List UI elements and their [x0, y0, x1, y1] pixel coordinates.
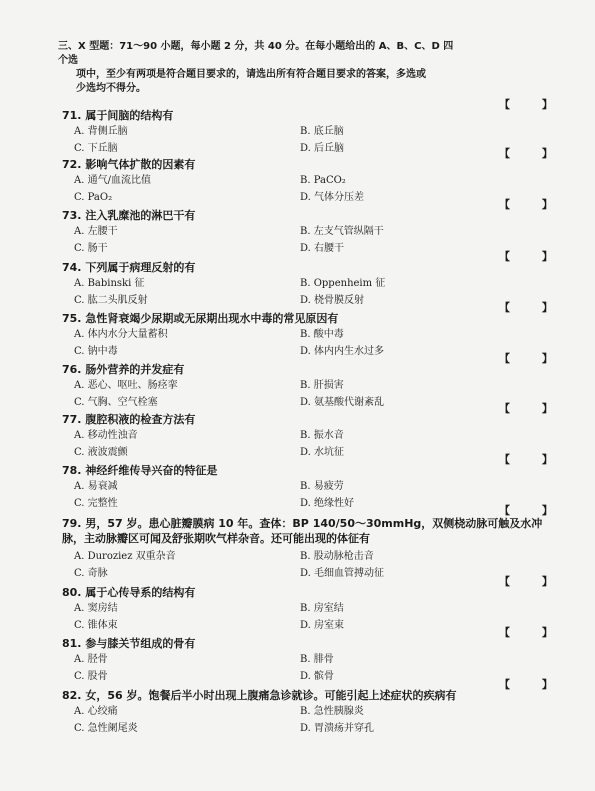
- option-b: B. 房室结: [300, 603, 344, 614]
- answer-bracket[interactable]: 【 】: [499, 504, 567, 517]
- option-a: A. 移动性浊音: [74, 430, 138, 441]
- answer-bracket[interactable]: 【 】: [499, 402, 567, 415]
- question-stem: 78. 神经纤维传导兴奋的特征是: [62, 464, 218, 477]
- question-stem: 71. 属于间脑的结构有: [62, 109, 174, 122]
- question-stem: 82. 女，56 岁。饱餐后半小时出现上腹痛急诊就诊。可能引起上述症状的疾病有: [62, 689, 457, 702]
- option-c: C. 肠干: [74, 243, 108, 254]
- option-b: B. 酸中毒: [300, 329, 344, 340]
- question-stem: 74. 下列属于病理反射的有: [62, 261, 196, 274]
- option-d: D. 胃溃疡并穿孔: [300, 723, 375, 734]
- option-c: C. 下丘脑: [74, 143, 118, 154]
- option-b: B. 股动脉枪击音: [300, 551, 374, 562]
- question-stem: 72. 影响气体扩散的因素有: [62, 158, 196, 171]
- option-a: A. 体内水分大量蓄积: [74, 329, 168, 340]
- option-c: C. 液波震颤: [74, 447, 128, 458]
- question-stem: 77. 腹腔积液的检查方法有: [62, 413, 196, 426]
- option-a: A. Babinski 征: [74, 278, 145, 289]
- option-b: B. 易疲劳: [300, 481, 344, 492]
- answer-bracket[interactable]: 【 】: [499, 352, 567, 365]
- answer-bracket[interactable]: 【 】: [499, 626, 567, 639]
- question-stem: 75. 急性肾衰竭少尿期或无尿期出现水中毒的常见原因有: [62, 312, 339, 325]
- option-b: B. 左支气管纵隔干: [300, 226, 384, 237]
- answer-bracket[interactable]: 【 】: [499, 98, 567, 111]
- question-stem: 73. 注入乳糜池的淋巴干有: [62, 209, 196, 222]
- answer-bracket[interactable]: 【 】: [499, 301, 567, 314]
- option-c: C. 奇脉: [74, 568, 108, 579]
- option-b: B. 振水音: [300, 430, 344, 441]
- option-d: D. 气体分压差: [300, 192, 365, 203]
- option-a: A. 左腰干: [74, 226, 118, 237]
- answer-bracket[interactable]: 【 】: [499, 250, 567, 263]
- section-header-line-2: 项中，至少有两项是符合题目要求的，请选出所有符合题目要求的答案，多选或: [76, 69, 426, 80]
- option-b: B. 急性胰腺炎: [300, 706, 364, 717]
- option-d: D. 房室束: [300, 620, 345, 631]
- option-b: B. 底丘脑: [300, 126, 344, 137]
- option-b: B. 腓骨: [300, 654, 334, 665]
- option-d: D. 水坑征: [300, 447, 345, 458]
- option-c: C. 股骨: [74, 671, 108, 682]
- option-c: C. 气胸、空气栓塞: [74, 397, 158, 408]
- option-c: C. 肱二头肌反射: [74, 295, 148, 306]
- question-stem: 76. 肠外营养的并发症有: [62, 363, 185, 376]
- option-c: C. 锥体束: [74, 620, 118, 631]
- option-d: D. 右腰干: [300, 243, 345, 254]
- option-b: B. 肝损害: [300, 380, 344, 391]
- option-c: C. 完整性: [74, 498, 118, 509]
- option-d: D. 毛细血管搏动征: [300, 568, 385, 579]
- option-a: A. 心绞痛: [74, 706, 118, 717]
- option-a: A. 窦房结: [74, 603, 118, 614]
- answer-bracket[interactable]: 【 】: [499, 453, 567, 466]
- question-stem: 81. 参与膝关节组成的骨有: [62, 637, 196, 650]
- answer-bracket[interactable]: 【 】: [499, 147, 567, 160]
- section-header: [58, 40, 458, 96]
- option-a: A. Duroziez 双重杂音: [74, 551, 176, 562]
- option-c: C. 急性阑尾炎: [74, 723, 138, 734]
- option-a: A. 易衰减: [74, 481, 118, 492]
- answer-bracket[interactable]: 【 】: [499, 198, 567, 211]
- option-c: C. PaO₂: [74, 192, 113, 203]
- option-a: A. 通气/血流比值: [74, 175, 151, 186]
- option-d: D. 体内内生水过多: [300, 346, 385, 357]
- option-a: A. 胫骨: [74, 654, 108, 665]
- answer-bracket[interactable]: 【 】: [499, 678, 567, 691]
- answer-bracket[interactable]: 【 】: [499, 575, 567, 588]
- option-d: D. 髌骨: [300, 671, 335, 682]
- option-d: D. 桡骨膜反射: [300, 295, 365, 306]
- section-header-line-1: 三、X 型题：71～90 小题，每小题 2 分，共 40 分。在每小题给出的 A、B、C、D 四个选: [58, 41, 454, 66]
- option-d: D. 氨基酸代谢紊乱: [300, 397, 385, 408]
- option-a: A. 背侧丘脑: [74, 126, 128, 137]
- option-b: B. Oppenheim 征: [300, 278, 386, 289]
- option-d: D. 后丘脑: [300, 143, 345, 154]
- option-c: C. 钠中毒: [74, 346, 118, 357]
- question-stem: 80. 属于心传导系的结构有: [62, 586, 196, 599]
- option-d: D. 绝缘性好: [300, 498, 355, 509]
- question-stem: 79. 男，57 岁。患心脏瓣膜病 10 年。查体：BP 140/50～30mmHg，双侧桡动脉可触及水冲脉，主动脉瓣区可闻及舒张期吹气样杂音。还可能出现的体征有: [62, 517, 543, 545]
- option-b: B. PaCO₂: [300, 175, 346, 186]
- section-header-line-3: 少选均不得分。: [76, 83, 146, 94]
- option-a: A. 恶心、呕吐、肠痉挛: [74, 380, 178, 391]
